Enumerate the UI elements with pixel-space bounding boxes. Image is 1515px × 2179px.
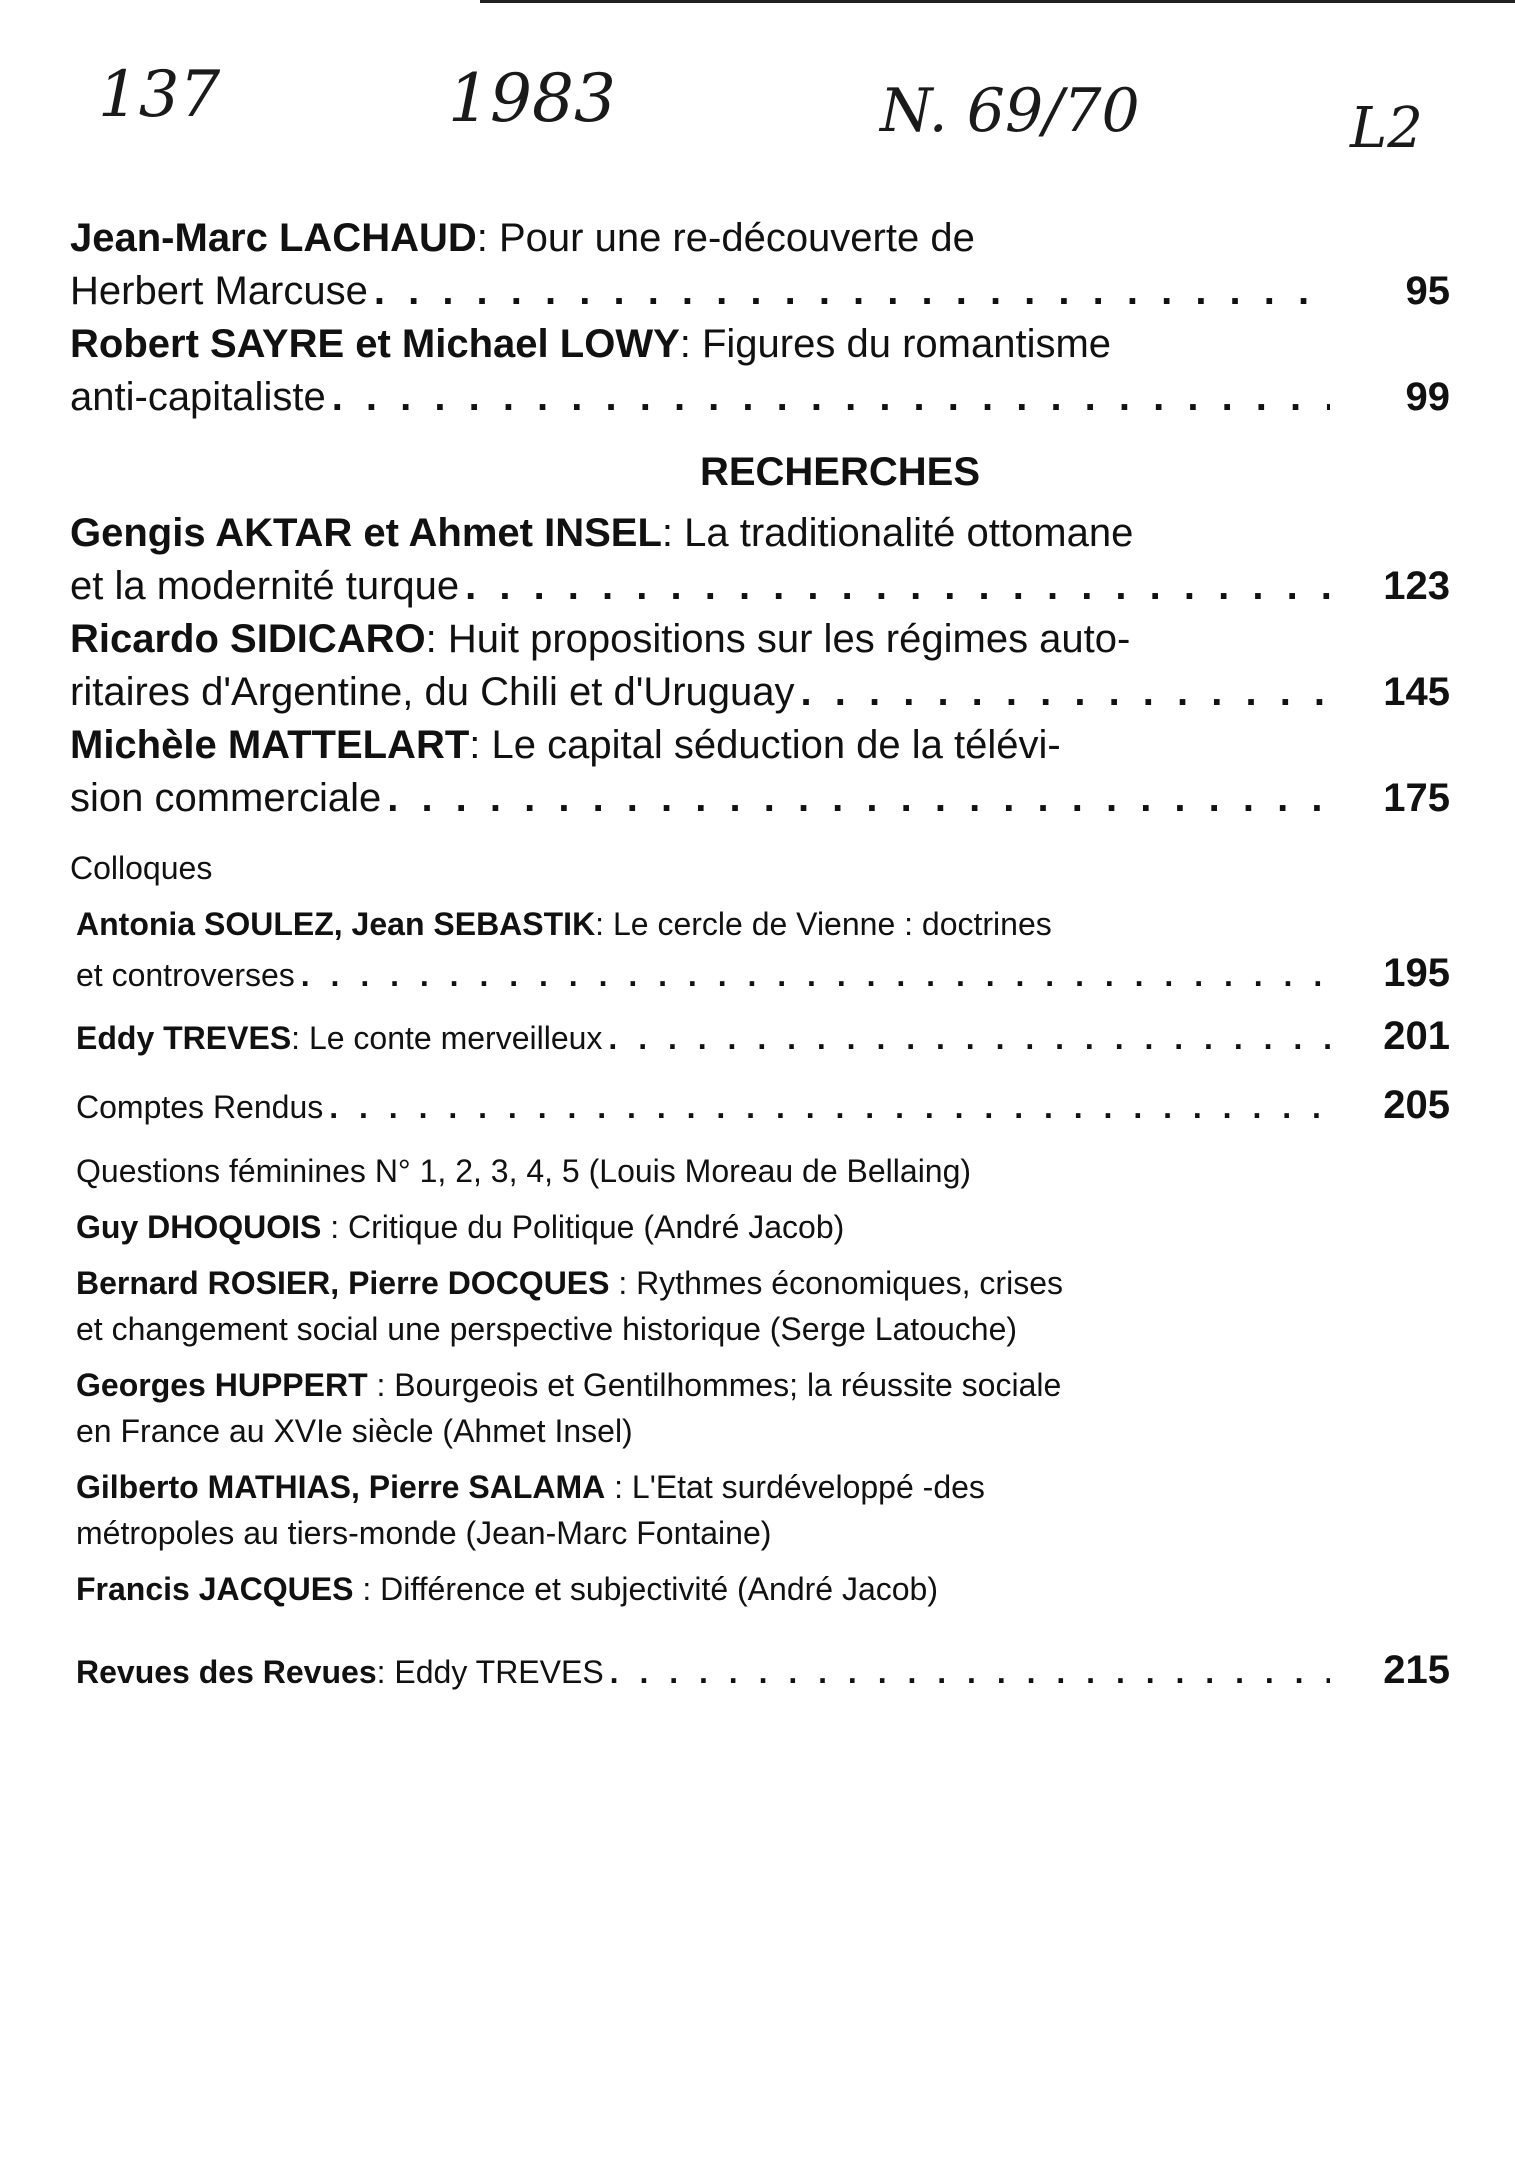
entry-author: Robert SAYRE et Michael LOWY bbox=[70, 322, 680, 366]
dot-leader bbox=[387, 772, 1330, 825]
toc-entry bbox=[70, 212, 1450, 318]
page-number: 99 bbox=[1405, 375, 1450, 419]
dot-leader bbox=[374, 265, 1330, 318]
page-number: 175 bbox=[1383, 776, 1450, 820]
review-item bbox=[70, 1148, 1450, 1194]
toc-entry bbox=[70, 318, 1450, 424]
toc-entry bbox=[70, 719, 1450, 825]
entry-title-continued: et la modernité turque bbox=[70, 564, 460, 608]
page-number: 95 bbox=[1405, 269, 1450, 313]
review-item bbox=[70, 1362, 1450, 1454]
entry-title-continued: Herbert Marcuse bbox=[70, 269, 368, 313]
toc-entry bbox=[70, 507, 1450, 613]
review-author: Gilberto MATHIAS, Pierre SALAMA bbox=[76, 1469, 606, 1505]
page-number: 195 bbox=[1383, 951, 1450, 995]
review-item bbox=[70, 1566, 1450, 1612]
page-number: 145 bbox=[1383, 670, 1450, 714]
section-heading-colloques: Colloques bbox=[70, 850, 213, 886]
toc-entry bbox=[70, 901, 1450, 1000]
page-number: 201 bbox=[1383, 1014, 1450, 1058]
entry-author: Revues des Revues bbox=[76, 1654, 377, 1690]
section-heading-recherches: RECHERCHES bbox=[699, 450, 981, 494]
review-text: Questions féminines N° 1, 2, 3, 4, 5 (Louis Moreau de Bellaing) bbox=[76, 1153, 972, 1189]
dot-leader bbox=[301, 952, 1330, 998]
review-author: Bernard ROSIER, Pierre DOCQUES bbox=[76, 1265, 610, 1301]
dot-leader bbox=[465, 560, 1330, 613]
review-text: : Rythmes économiques, crises bbox=[609, 1265, 1063, 1301]
entry-title: : La traditionalité ottomane bbox=[661, 511, 1134, 555]
entry-author: Eddy TREVES bbox=[76, 1020, 292, 1056]
handwritten-issue-number: N. 69/70 bbox=[880, 76, 1140, 146]
review-text: : Critique du Politique (André Jacob) bbox=[321, 1209, 845, 1245]
entry-title: : Eddy TREVES bbox=[376, 1654, 604, 1690]
dot-leader bbox=[610, 1649, 1330, 1695]
dot-leader bbox=[329, 1084, 1330, 1130]
top-rule bbox=[480, 0, 1515, 3]
entry-author: Gengis AKTAR et Ahmet INSEL bbox=[70, 511, 662, 555]
page-number: 123 bbox=[1383, 564, 1450, 608]
review-text: : L'Etat surdéveloppé -des bbox=[605, 1469, 985, 1505]
entry-author: Antonia SOULEZ, Jean SEBASTIK bbox=[76, 906, 596, 942]
dot-leader bbox=[608, 1015, 1330, 1061]
review-text: : Bourgeois et Gentilhommes; la réussite sociale bbox=[367, 1367, 1062, 1403]
dot-leader bbox=[801, 666, 1330, 719]
review-author: Georges HUPPERT bbox=[76, 1367, 368, 1403]
entry-title-continued: sion commerciale bbox=[70, 776, 382, 820]
handwritten-year: 1983 bbox=[448, 60, 616, 137]
entry-title: : Le cercle de Vienne : doctrines bbox=[595, 906, 1052, 942]
toc-entry-comptes-rendus bbox=[70, 1079, 1450, 1132]
dot-leader bbox=[332, 371, 1330, 424]
review-item bbox=[70, 1464, 1450, 1556]
entry-title: : Le capital séduction de la télévi- bbox=[469, 723, 1061, 767]
review-text: : Différence et subjectivité (André Jacob) bbox=[353, 1571, 938, 1607]
handwritten-volume-number: 137 bbox=[98, 58, 221, 132]
entry-title: : Pour une re-découverte de bbox=[476, 216, 975, 260]
entry-title: Comptes Rendus bbox=[76, 1089, 324, 1125]
entry-author: Jean-Marc LACHAUD bbox=[70, 216, 477, 260]
entry-title: : Le conte merveilleux bbox=[291, 1020, 603, 1056]
toc-entry-revues bbox=[70, 1644, 1450, 1697]
review-author: Guy DHOQUOIS bbox=[76, 1209, 322, 1245]
review-item bbox=[70, 1204, 1450, 1250]
table-of-contents bbox=[70, 212, 1450, 1697]
review-text-continued: et changement social une perspective historique (Serge Latouche) bbox=[76, 1311, 1018, 1347]
entry-title-continued: anti-capitaliste bbox=[70, 375, 326, 419]
toc-entry bbox=[70, 613, 1450, 719]
review-item bbox=[70, 1260, 1450, 1352]
review-text-continued: en France au XVIe siècle (Ahmet Insel) bbox=[76, 1413, 633, 1449]
entry-title-continued: et controverses bbox=[76, 957, 295, 993]
entry-author: Michèle MATTELART bbox=[70, 723, 470, 767]
toc-entry bbox=[70, 1010, 1450, 1063]
entry-title-continued: ritaires d'Argentine, du Chili et d'Uruguay bbox=[70, 670, 795, 714]
page-number: 205 bbox=[1383, 1083, 1450, 1127]
entry-author: Ricardo SIDICARO bbox=[70, 617, 426, 661]
handwritten-shelf-code: L2 bbox=[1350, 96, 1423, 161]
entry-title: : Figures du romantisme bbox=[679, 322, 1112, 366]
review-author: Francis JACQUES bbox=[76, 1571, 354, 1607]
page-number: 215 bbox=[1383, 1648, 1450, 1692]
review-text-continued: métropoles au tiers-monde (Jean-Marc Fontaine) bbox=[76, 1515, 772, 1551]
entry-title: : Huit propositions sur les régimes auto- bbox=[425, 617, 1131, 661]
